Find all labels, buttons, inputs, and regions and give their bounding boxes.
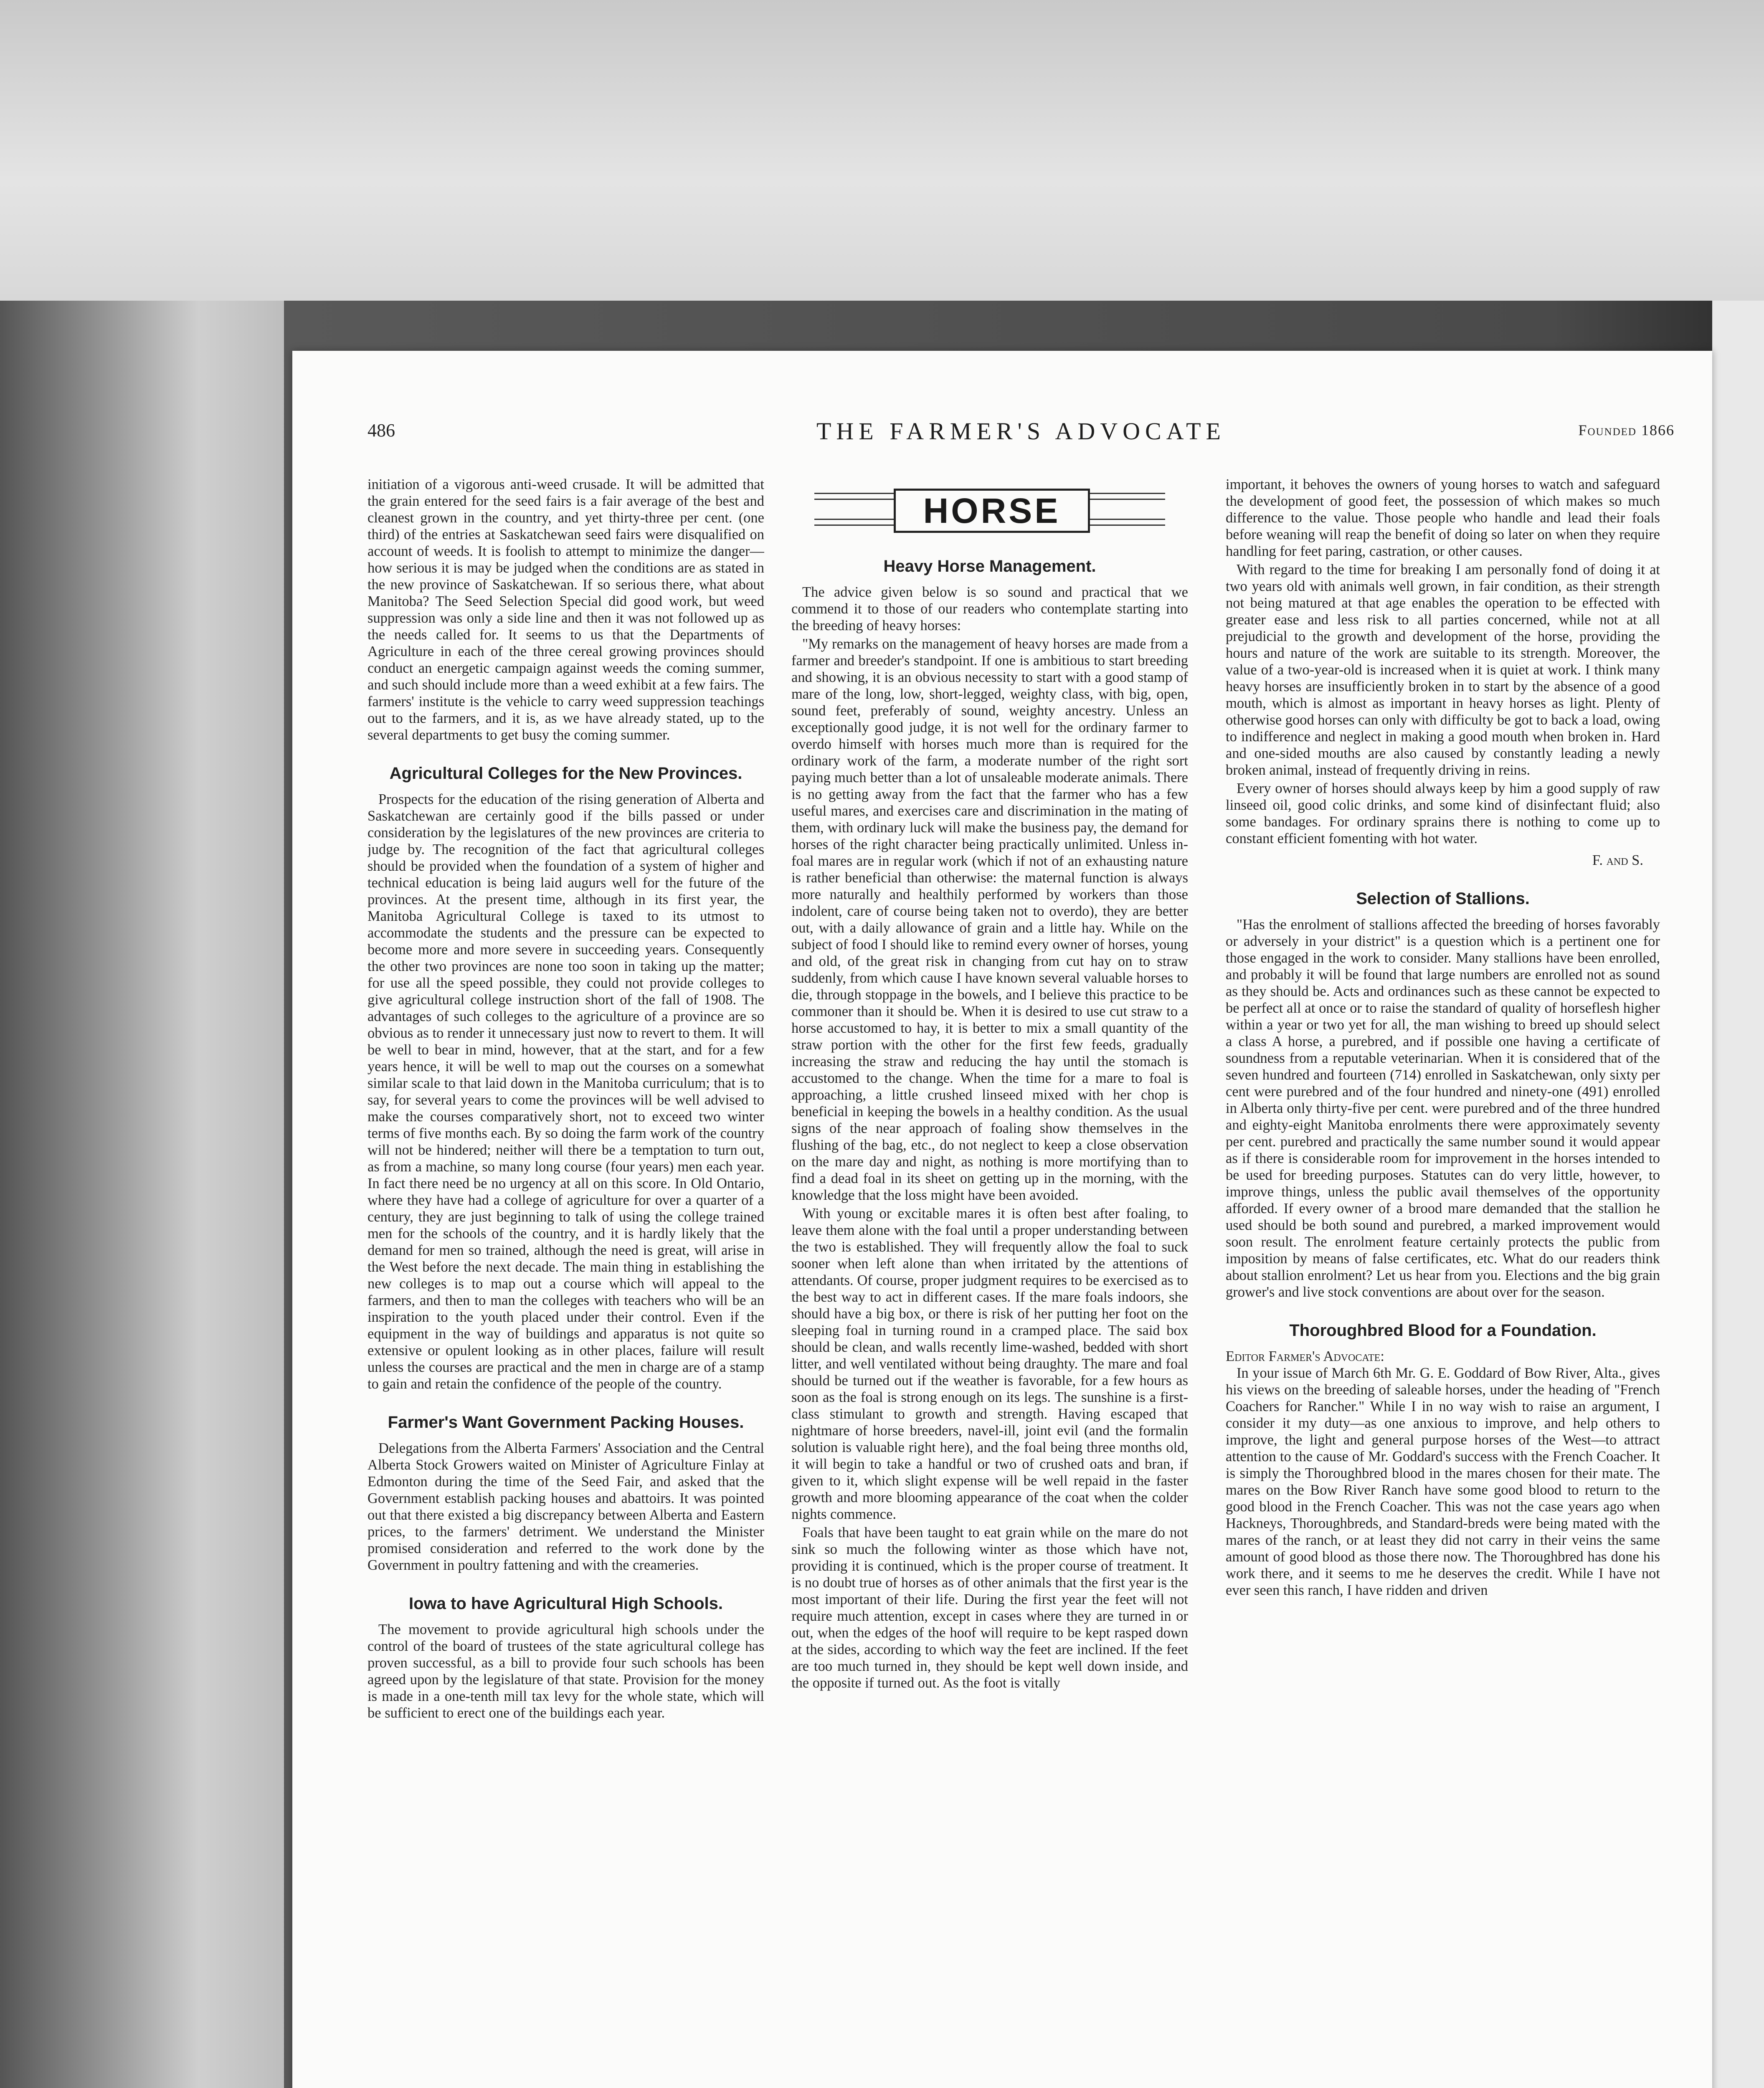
column-right — [1226, 476, 1660, 2088]
scan-right-margin — [1712, 301, 1764, 2088]
page-number: 486 — [368, 420, 395, 441]
article-heading-agricultural-colleges: Agricultural Colleges for the New Provinces. — [389, 764, 743, 783]
newspaper-page — [292, 351, 1712, 2088]
letter-salutation: Editor Farmer's Advocate: — [1226, 1348, 1384, 1364]
heavy-horse-paragraph-3: Foals that have been taught to eat grain while on the mare do not sink so much the following winter as those which have not, providing it is continued, which is the proper course of treatment. It is no doubt true of horses as of other animals that the first year is the most important of their life. During the first year the feet will not require much attention, except in cases where they are turned in or out, when the edges of the hoof will require to be kept rasped down at the sides, according to which way the feet are inclined. If the feet are too much turned in, they should be kept well down inside, and the opposite if turned out. As the foot is vitally — [791, 1525, 1188, 1691]
scan-left-margin — [0, 301, 284, 2088]
heavy-horse-paragraph-2: With young or excitable mares it is often best after foaling, to leave them alone with the foal until a proper understanding between the two is established. They will frequently allow the foal to suck sooner when left alone than when irritated by the attentions of attendants. Of course, proper judgment requires to be exercised as to the best way to act in different cases. If the mare foals indoors, she should have a big box, or there is risk of her putting her foot on the sleeping foal in turning round in a cramped place. The said box should be clean, and walls recently lime-washed, bedded with short litter, and well ventilated without being draughty. The mare and foal should be turned out if the weather is favorable, for a few hours as soon as the foal is strong enough on its legs. The sunshine is a first-class stimulant to growth and strength. Having escaped that nightmare of horse breeders, navel-ill, joint evil (and the formalin solution is valuable right here), and the foal being three months old, it will begin to take a handful or two of crushed oats and bran, if given to it, which slight expense will be well repaid in the faster growth and more blooming appearance of the coat when the colder nights commence. — [791, 1206, 1188, 1522]
article-heading-iowa-schools: Iowa to have Agricultural High Schools. — [409, 1594, 723, 1613]
article-heading-packing-houses: Farmer's Want Government Packing Houses. — [388, 1413, 744, 1432]
founded-line: Founded 1866 — [1578, 422, 1675, 438]
heavy-horse-continued-1: important, it behoves the owners of young horses to watch and safeguard the development of good feet, the possession of which makes so much difference to the value. Those people who handle and lead their foals before weaning will reap the benefit of doing so later on when they require handling for feet paring, castration, or other causes. — [1226, 476, 1660, 559]
article-signature: F. and S. — [1592, 852, 1643, 868]
agricultural-colleges-text: Prospects for the education of the rising generation of Alberta and Saskatchewan are certainly good if the bills passed or under consideration by the legislatures of the new provinces are criteria to judge by. The recognition of the fact that agricultural colleges should be provided when the foundation of a system of higher and technical education is being laid augurs well for the future of the provinces. At the present time, although in its first year, the Manitoba Agricultural College is taxed to its utmost to accommodate the students and the pressure can be expected to become more and more severe in succeeding years. Consequently the other two provinces are none too soon in taking up the matter; for use all the speed possible, they could not provide colleges to give agricultural college instruction short of the fall of 1908. The advantages of such colleges to the agriculture of a province are so obvious as to render it unnecessary just now to revert to them. It will be well to bear in mind, however, that at the start, and for a few years hence, it will be well to map out the courses on a somewhat similar scale to that laid down in the Manitoba curriculum; that is to say, for several years to come the provinces will be well advised to make the courses comparatively short, not to exceed two winter terms of five months each. By so doing the farm work of the country will not be hindered; neither will there be a temptation to turn out, as from a machine, so many long course (four years) men each year. In fact there need be no urgency at all on this score. In Old Ontario, where they have had a college of agriculture for over a quarter of a century, they are just beginning to talk of using the college trained men for the schools of the country, and it is hardly likely that the demand for men so trained, although the need is great, will arise in the West before the next decade. The main thing in establishing the new colleges is to map out a course which will appeal to the farmers, and then to man the colleges with teachers who will be an inspiration to the youth placed under their control. Even if the equipment in the way of buildings and apparatus is not quite so extensive or opulent looking as in other places, failure will result unless the courses are practical and the men in charge are of a stamp to gain and retain the confidence of the people of the country. — [368, 791, 764, 1392]
heavy-horse-intro: The advice given below is so sound and practical that we commend it to those of our readers who contemplate starting into the breeding of heavy horses: — [791, 584, 1188, 633]
heavy-horse-paragraph-1: "My remarks on the management of heavy horses are made from a farmer and breeder's standpoint. If one is ambitious to start breeding and showing, it is an obvious necessity to start with a good stamp of mare of the long, low, short-legged, weighty class, with big, open, sound feet, preferably of sound, weighty ancestry. Unless an exceptionally good judge, it is not well for the ordinary farmer to overdo himself with horses much more than is required for the ordinary work of the farm, a moderate number of the right sort paying much better than a lot of unsaleable moderate animals. There is no getting away from the fact that the farmer who has a few useful mares, and exercises care and discrimination in the mating of them, with ordinary luck will make the business pay, the demand for horses of the right character being practically unlimited. Unless in-foal mares are in regular work (which if not of an exhausting nature is rather beneficial than otherwise: the maternal function is always more naturally and healthily performed by workers than those indolent, care of course being taken not to overdo), they are better out, with a daily allowance of grain and a little hay. While on the subject of food I should like to remind every owner of horses, young and old, of the great risk in changing from cut hay on to straw suddenly, from which cause I have known several valuable horses to die, through stoppage in the bowels, and I believe this practice to be commoner than it should be. When it is desired to use cut straw to a horse accustomed to hay, it is better to mix a small quantity of the straw portion with the other for the first few feeds, gradually increasing the straw and reducing the hay until the stomach is accustomed to the change. When the time for a mare to foal is approaching, a little crushed linseed mixed with her chop is beneficial in keeping the bowels in a healthy condition. As the usual signs of the near approach of foaling show themselves in the flushing of the bag, etc., do not neglect to keep a close observation on the mare day and night, as nothing is more mortifying than to find a dead foal in its sheet on getting up in the morning, with the knowledge that the loss might have been avoided. — [791, 636, 1188, 1203]
article-heading-thoroughbred: Thoroughbred Blood for a Foundation. — [1289, 1321, 1597, 1340]
article-heading-heavy-horse: Heavy Horse Management. — [883, 557, 1096, 575]
page-header — [368, 420, 1675, 449]
column-middle — [791, 476, 1188, 2088]
heavy-horse-continued-3: Every owner of horses should always keep by him a good supply of raw linseed oil, good colic drinks, and some kind of disinfectant fluid; also some bandages. For ordinary sprains there is nothing to come up to constant efficient fomenting with hot water. — [1226, 780, 1660, 846]
scan-top-margin — [0, 0, 1764, 301]
packing-houses-text: Delegations from the Alberta Farmers' Association and the Central Alberta Stock Growers waited on Minister of Agriculture Finlay at Edmonton during the time of the Seed Fair, and asked that the Government establish packing houses and abattoirs. It was pointed out that there existed a big discrepancy between Alberta and Eastern prices, to the farmers' detriment. We understand the Minister promised consideration and referred to the work done by the Government in poultry fattening and with the creameries. — [368, 1440, 764, 1573]
column-left — [368, 476, 764, 2088]
weed-crusade-text: initiation of a vigorous anti-weed crusade. It will be admitted that the grain entered for the seed fairs is a fair average of the best and cleanest grown in the country, and yet thirty-three per cent. (one third) of the entries at Saskatchewan seed fairs were disqualified on account of weeds. It is foolish to attempt to minimize the danger—how serious it is may be judged when the conditions are as stated in the new province of Saskatchewan. If so serious there, what about Manitoba? The Seed Selection Special did good work, but weed suppression was only a side line and then it was not followed up as the needs called for. It seems to us that the Departments of Agriculture in each of the three cereal growing provinces should conduct an energetic campaign against weeds the coming summer, and such should include more than a weed exhibit at a few fairs. The farmers' institute is the vehicle to carry weed suppression teachings out to the farmers, and it is, as we have already stated, up to the several departments to get busy the coming summer. — [368, 476, 764, 743]
horse-section-banner — [814, 480, 1165, 539]
stallions-text: "Has the enrolment of stallions affected the breeding of horses favorably or adversely in your district" is a question which is a pertinent one for those engaged in the work to consider. Many stallions have been enrolled, and probably it will be found that large numbers are enrolled not as sound as they should be. Acts and ordinances such as these cannot be expected to be perfect all at once or to raise the standard of quality of horseflesh higher within a year or two yet for all, the man wishing to breed up should select a class A horse, a purebred, and if possible one having a certificate of soundness from a reputable veterinarian. When it is considered that of the seven hundred and fourteen (714) enrolled in Saskatchewan, only sixty per cent were purebred and of the four hundred and ninety-one (491) enrolled in Alberta only thirty-five per cent. were purebred and of the three hundred and eighty-eight Manitoba enrolments there were approximately seventy per cent. purebred and practically the same number sound it would appear as if there is considerable room for improvement in the horses intended to be used for breeding purposes. Statutes can do very little, however, to improve things, unless the public avail themselves of the opportunity afforded. If every owner of a brood mare demanded that the stallion he used should be both sound and purebred, a marked improvement would soon result. The enrolment feature certainly protects the public from imposition by means of false certificates, etc. What do our readers think about stallion enrolment? Let us hear from you. Elections and the big grain grower's and live stock conventions are about over for the season. — [1226, 917, 1660, 1300]
horse-section-label-box — [894, 489, 1090, 533]
iowa-schools-text: The movement to provide agricultural high schools under the control of the board of trustees of the state agricultural college has proven successful, as a bill to provide four such schools has been agreed upon by the legislature of that state. Provision for the money is made in a one-tenth mill tax levy for the whole state, which will be sufficient to erect one of the buildings each year. — [368, 1622, 764, 1721]
horse-section-label: HORSE — [923, 491, 1061, 530]
publication-title: THE FARMER'S ADVOCATE — [816, 418, 1226, 445]
article-heading-stallions: Selection of Stallions. — [1356, 889, 1530, 908]
heavy-horse-continued-2: With regard to the time for breaking I am personally fond of doing it at two years old with animals well grown, in fair condition, as their strength not being matured at that age enables the operation to be effected with greater ease and less risk to all parties concerned, while not at all prejudicial to the growth and development of the horse, providing the hours and nature of the work are suitable to its strength. Moreover, the value of a two-year-old is increased when it is quiet at work. I think many heavy horses are insufficiently broken in to start by the absence of a good mouth, which is almost as important in heavy horses as light. Plenty of otherwise good horses can only with difficulty be got to back a load, owing to indifference and neglect in making a good mouth when broken in. Hard and one-sided mouths are also caused by constantly leading a newly broken animal, instead of frequently driving in reins. — [1226, 562, 1660, 778]
thoroughbred-text: In your issue of March 6th Mr. G. E. Goddard of Bow River, Alta., gives his views on the breeding of saleable horses, under the heading of "French Coachers for Rancher." While I in no way wish to raise an argument, I consider it my duty—as one anxious to improve, and help others to improve, the light and general purpose horses of the West—to attract attention to the cause of Mr. Goddard's success with the French Coacher. It is simply the Thoroughbred blood in the mares chosen for their mate. The mares on the Bow River Ranch have some good blood to return to the good blood in the French Coacher. This was not the case years ago when Hackneys, Thoroughbreds, and Standard-breds were being mated with the mares of the ranch, or at least they did not carry in their veins the same amount of good blood as those there now. The Thoroughbred has done his work there, and it seems to me he deserves the credit. While I have not ever seen this ranch, I have ridden and driven — [1226, 1365, 1660, 1598]
